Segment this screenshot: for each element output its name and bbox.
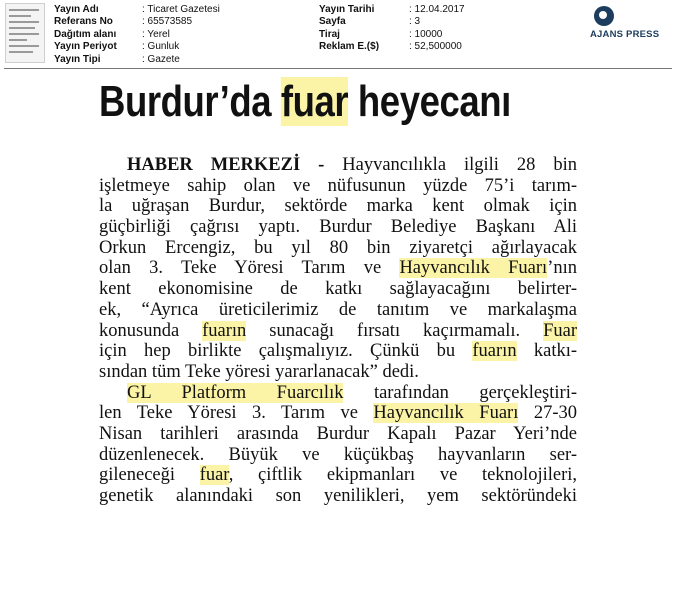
- meta-row-type: Yayın Tipi : Gazete: [54, 53, 180, 65]
- article-line: ek, “Ayrıca üreticilerimiz de tanıtım ve markalaşma: [99, 299, 577, 320]
- search-highlight: Fuar: [543, 320, 577, 341]
- search-highlight: GL Platform Fuarcılık: [127, 382, 344, 403]
- article-line: düzenlenecek. Büyük ve küçükbaş hayvanların ser-: [99, 444, 577, 465]
- publication-info-left: [54, 4, 220, 66]
- article-line: Orkun Ercengiz, bu yıl 80 bin ziyaretçi ağırlayacak: [99, 237, 577, 258]
- meta-row-ad-value: Reklam E.($) : 52,500000: [319, 41, 462, 53]
- search-highlight: Hayvancılık Fuarı: [399, 258, 548, 279]
- meta-row-circulation: Tiraj : 10000: [319, 28, 443, 40]
- meta-row-publication-name: Yayın Adı : Ticaret Gazetesi: [54, 4, 220, 15]
- search-highlight: fuarın: [472, 341, 517, 362]
- article-line: konusunda fuarın sunacağı fırsatı kaçırmamalı. Fuar: [99, 320, 577, 341]
- header-divider: [4, 68, 672, 69]
- article-line: kent ekonomisine de katkı sağlayacağını belirter-: [99, 279, 577, 300]
- meta-row-distribution: Dağıtım alanı : Yerel: [54, 28, 170, 40]
- article-line: genetik alanındaki son yenilikleri, yem sektöründeki: [99, 486, 577, 506]
- clipping-thumbnail: [5, 3, 45, 63]
- article-line: HABER MERKEZİ - Hayvancılıkla ilgili 28 bin: [127, 155, 577, 175]
- meta-row-period: Yayın Periyot : Gunluk: [54, 41, 180, 53]
- publication-info-right: [319, 4, 465, 54]
- article-line: için hep birlikte çalışmalıyız. Çünkü bu fuarın katkı-: [99, 341, 578, 362]
- article-line: len Teke Yöresi 3. Tarım ve Hayvancılık Fuarı 27-30: [99, 403, 577, 424]
- meta-row-date: Yayın Tarihi : 12.04.2017: [319, 4, 465, 15]
- meta-row-page: Sayfa : 3: [319, 16, 421, 28]
- search-highlight: fuar: [199, 465, 229, 486]
- logo-text: AJANS PRESS: [590, 29, 660, 40]
- article-line: olan 3. Teke Yöresi Tarım ve Hayvancılık Fuarı’nın: [99, 258, 577, 279]
- byline: HABER MERKEZİ -: [127, 155, 343, 175]
- logo-mark-icon: [594, 6, 614, 26]
- search-highlight: fuarın: [202, 320, 247, 341]
- article-line: la uğraşan Burdur, sektörde marka kent olmak için: [99, 196, 577, 217]
- article-line: Nisan tarihleri arasında Burdur Kapalı Pazar Yeri’nde: [99, 423, 577, 444]
- search-highlight: fuar: [280, 77, 349, 126]
- article-line: GL Platform Fuarcılık tarafından gerçekleştiri-: [127, 382, 577, 403]
- article-headline: Burdur’da fuar heyecanı: [99, 77, 511, 126]
- meta-row-reference-no: Referans No : 65573585: [54, 16, 193, 28]
- article-line: sından tüm Teke yöresi yararlanacak” dedi.: [99, 361, 419, 382]
- search-highlight: Hayvancılık Fuarı: [373, 403, 519, 424]
- article-body: [99, 155, 577, 507]
- article-line: işletmeye sahip olan ve nüfusunun yüzde 75’i tarım-: [99, 175, 577, 196]
- article-line: gileneceği fuar, çiftlik ekipmanları ve teknolojileri,: [99, 465, 577, 486]
- article-line: güçbirliği çağrısı yaptı. Burdur Belediye Başkanı Ali: [99, 217, 577, 238]
